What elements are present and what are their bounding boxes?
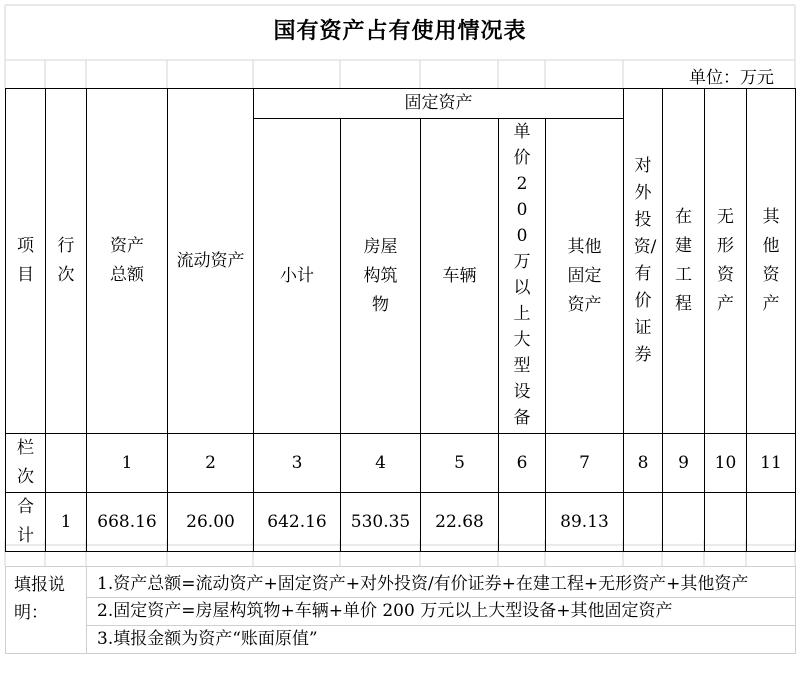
total-value: 642.16 — [254, 493, 341, 552]
total-value: 26.00 — [168, 493, 254, 552]
note-item: 1.资产总额=流动资产+固定资产+对外投资/有价证券+在建工程+无形资产+其他资产 — [87, 567, 796, 598]
column-number: 5 — [421, 434, 499, 493]
note-item: 3.填报金额为资产“账面原值” — [87, 626, 796, 654]
column-number: 1 — [87, 434, 168, 493]
note-item: 2.固定资产=房屋构筑物+车辆+单价 200 万元以上大型设备+其他固定资产 — [87, 598, 796, 626]
header-intangible: 无形资产 — [705, 89, 747, 434]
header-vehicles: 车辆 — [421, 119, 499, 434]
total-value — [747, 493, 796, 552]
header-investments: 对外投资/有价证券 — [624, 89, 663, 434]
header-row-no: 行次 — [46, 89, 87, 434]
column-row-label: 栏次 — [6, 434, 46, 493]
total-value: 22.68 — [421, 493, 499, 552]
total-value — [624, 493, 663, 552]
total-value — [499, 493, 546, 552]
header-current-assets: 流动资产 — [168, 89, 254, 434]
notes-label: 填报说明： — [6, 567, 87, 654]
column-row-blank — [46, 434, 87, 493]
column-number: 2 — [168, 434, 254, 493]
assets-table — [5, 88, 796, 552]
header-other-assets: 其他资产 — [747, 89, 796, 434]
header-other-fixed: 其他固定资产 — [546, 119, 624, 434]
column-number: 7 — [546, 434, 624, 493]
total-value: 89.13 — [546, 493, 624, 552]
header-subtotal: 小计 — [254, 119, 341, 434]
column-number: 10 — [705, 434, 747, 493]
total-row-label: 合计 — [6, 493, 46, 552]
filing-notes — [5, 566, 795, 654]
page-title: 国有资产占有使用情况表 — [273, 18, 527, 44]
total-value — [705, 493, 747, 552]
total-value: 530.35 — [341, 493, 421, 552]
header-large-equipment: 单价200万以上大型设备 — [499, 119, 546, 434]
total-value — [663, 493, 705, 552]
column-number: 6 — [499, 434, 546, 493]
header-buildings: 房屋构筑物 — [341, 119, 421, 434]
unit-label: 单位：万元 — [689, 68, 774, 88]
column-number: 3 — [254, 434, 341, 493]
header-total-assets: 资产总额 — [87, 89, 168, 434]
column-number: 11 — [747, 434, 796, 493]
total-value: 668.16 — [87, 493, 168, 552]
header-item: 项目 — [6, 89, 46, 434]
total-row-no: 1 — [46, 493, 87, 552]
header-fixed-assets: 固定资产 — [254, 89, 624, 119]
header-construction: 在建工程 — [663, 89, 705, 434]
column-number: 9 — [663, 434, 705, 493]
column-number: 4 — [341, 434, 421, 493]
column-number: 8 — [624, 434, 663, 493]
